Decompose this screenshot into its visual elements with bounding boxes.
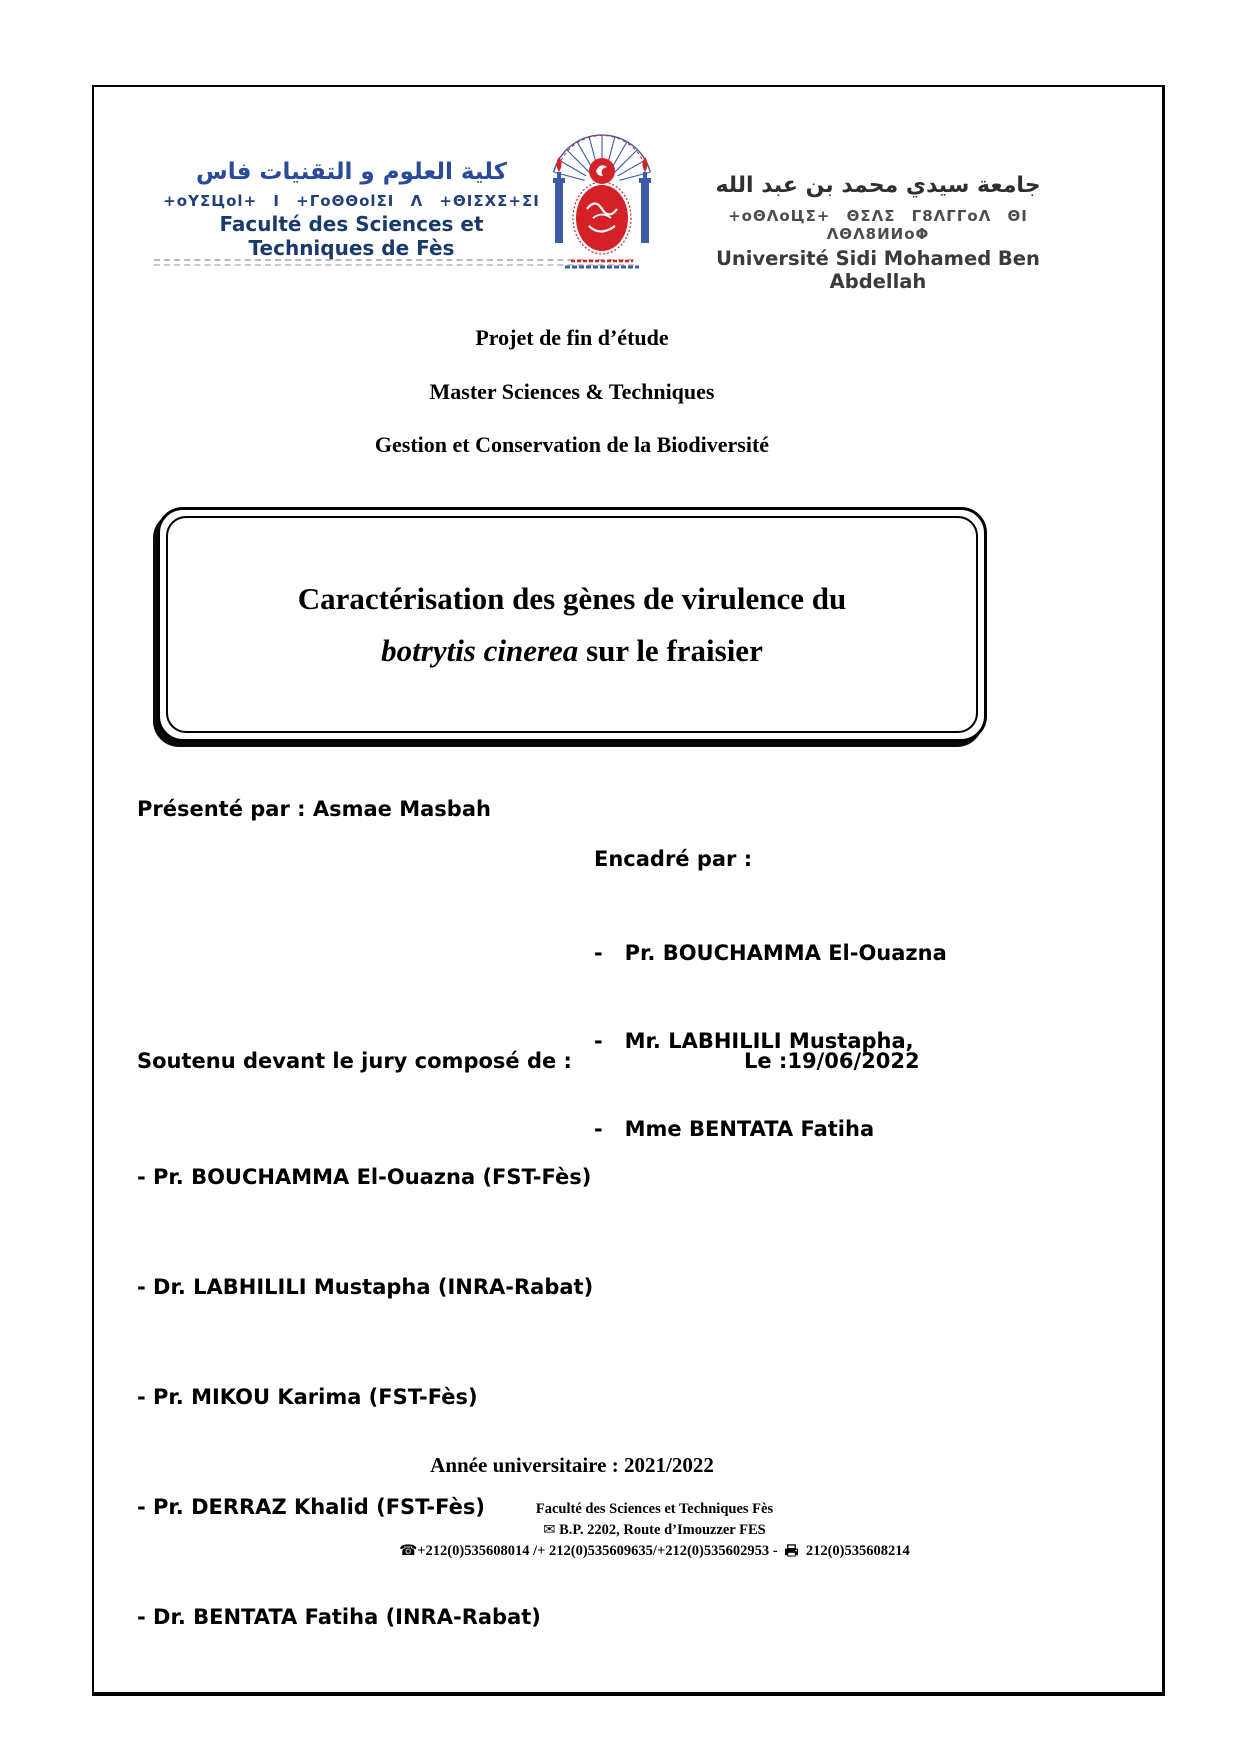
supervisors-list [594, 885, 947, 1197]
defense-date: Le :19/06/2022 [744, 1049, 920, 1073]
supervisor-item: - Pr. BOUCHAMMA El-Ouazna [594, 941, 947, 965]
program-speciality: Gestion et Conservation de la Biodiversité [374, 432, 770, 457]
presented-by: Présenté par : Asmae Masbah [137, 797, 491, 821]
supervisor-item: - Mme BENTATA Fatiha [594, 1117, 875, 1141]
species-name-italic: botrytis cinerea [381, 632, 579, 668]
academic-year: Année universitaire : 2021/2022 [430, 1453, 714, 1477]
thesis-title-box [157, 507, 987, 742]
university-name-tifinagh: +oΘΛoЦΣ+ ΘΣΛΣ Γ8ΛΓΓoΛ ΘI ΛΘΛ8ИИoΦ [728, 207, 1028, 243]
fax-icon [784, 1544, 799, 1557]
jury-member: - Pr. BOUCHAMMA El-Ouazna (FST-Fès) [137, 1165, 592, 1189]
footer-institution: Faculté des Sciences et Techniques Fès [535, 1501, 774, 1517]
thesis-title-line1: Caractérisation des gènes de virulence du [297, 580, 847, 616]
supervisor-item: - Mr. LABHILILI Mustapha, [594, 1029, 914, 1053]
program-degree: Master Sciences & Techniques [429, 379, 715, 404]
footer-contact-block [94, 1499, 1167, 1562]
university-name-arabic: جامعة سيدي محمد بن عبد الله [715, 173, 1041, 198]
university-emblem-logo [542, 125, 662, 275]
supervisors-label: Encadré par : [594, 847, 753, 871]
footer-address: ✉ B.P. 2202, Route d’Imouzzer FES [543, 1522, 766, 1538]
footer-phones: ☎+212(0)535608014 /+ 212(0)535609635/+212(0)535602953 - 212(0)535608214 [399, 1543, 910, 1559]
university-logo-block [672, 173, 1084, 293]
faculty-name-french: Faculté des Sciences et Techniques de Fès [219, 212, 484, 260]
jury-member: - Dr. LABHILILI Mustapha (INRA-Rabat) [137, 1275, 594, 1299]
document-page [92, 85, 1165, 1696]
jury-intro: Soutenu devant le jury composé de : [137, 1049, 572, 1073]
mail-icon: ✉ [543, 1522, 556, 1538]
jury-member: - Pr. DERRAZ Khalid (FST-Fès) [137, 1495, 485, 1519]
faculty-logo-block [154, 159, 549, 260]
faculty-name-tifinagh: +oYΣЦol+ I +ΓoΘΘolΣI Λ +ΘIΣXΣ+ΣI [163, 192, 540, 210]
program-type: Projet de fin d’étude [475, 325, 669, 350]
jury-member: - Dr. BENTATA Fatiha (INRA-Rabat) [137, 1605, 541, 1629]
university-name-french: Université Sidi Mohamed Ben Abdellah [716, 247, 1040, 293]
jury-list [137, 1117, 593, 1715]
jury-member: - Pr. MIKOU Karima (FST-Fès) [137, 1385, 478, 1409]
phone-icon: ☎ [399, 1543, 418, 1559]
thesis-title-line2: botrytis cinerea sur le fraisier [381, 632, 763, 668]
faculty-name-arabic: كلية العلوم و التقنيات فاس [195, 159, 508, 185]
